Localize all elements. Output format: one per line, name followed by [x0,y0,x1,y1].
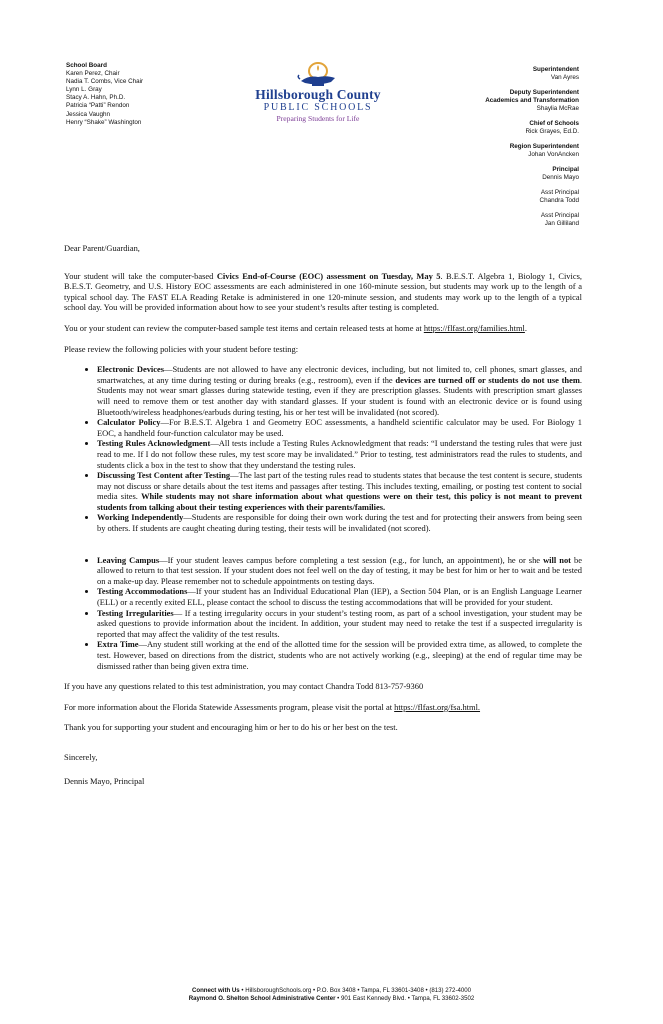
admin-name: Chandra Todd [539,197,579,204]
policy-item [97,586,582,607]
district-logo [248,62,388,124]
thanks-paragraph: Thank you for supporting your student and encouraging him or her to do his or her best on the test. [64,722,398,733]
policy-list-spacer [97,534,582,555]
more-info-text: For more information about the Florida Statewide Assessments program, please visit the portal at [64,701,395,712]
policy-item [97,555,582,587]
board-member: Stacy A. Hahn, Ph.D. [66,94,126,102]
policy-emphasis: devices are turned off or students do not use them [395,374,580,385]
policy-text-cont: be allowed to return to that test session. If your student does not feel well on the day of testing, it may be best for him or her to wait and be tested on a make-up day. Please remember not to schedule appointments on testing days. [97,554,582,586]
admin-name: Dennis Mayo [542,174,579,181]
board-member: Patricia “Patti” Rendon [66,102,130,110]
policy-text: —For B.E.S.T. Algebra 1 and Geometry EOC assessments, a handheld scientific calculator may be used. For Biology 1 EOC, a handheld four-function calculator may be used. [97,417,582,438]
policy-text: —If your student has an Individual Educational Plan (IEP), a Section 504 Plan, or is an English Language Learner (ELL) or a recently exited ELL, please contact the school to discuss the testing accommodations that will be provided for your student. [97,586,582,608]
admin-block [379,89,579,113]
admin-block [379,66,579,82]
administration-list [379,66,579,235]
review-text: You or your student can review the computer-based sample test items and certain released tests at home at [64,322,424,333]
admin-title: Chief of Schools [529,120,579,127]
intro-text: Your student will take the computer-based [64,270,217,281]
school-board-heading: School Board [66,62,107,69]
admin-block [379,212,579,228]
logo-title: Hillsborough County [255,87,381,102]
policy-text: —The last part of the testing rules read to students states that because the test content is secure, students may not discuss or share details about the test items and passages after testing. This includes texting, emailing, or posting test content to social media sites. [97,470,582,502]
policy-item [97,512,582,533]
policy-item [97,608,582,640]
admin-name: Shaylia McRae [536,105,579,112]
footer [0,987,663,1003]
admin-name: Johan VonAncken [528,151,579,158]
admin-block [379,143,579,159]
lamp-of-learning-icon [295,62,341,88]
footer-address: • 901 East Kennedy Blvd. • Tampa, FL 33602-3502 [335,995,475,1002]
intro-emphasis: Civics End-of-Course (EOC) assessment on Tuesday, May 5 [216,270,441,281]
policy-item [97,417,582,438]
footer-line-2 [0,995,663,1003]
admin-title: Superintendent [532,66,579,73]
policy-text: —If your student leaves campus before completing a test session (e.g., for lunch, an appointment), he or she [159,554,544,565]
policy-label: Calculator Policy [97,417,161,428]
policies-intro: Please review the following policies with your student before testing: [64,343,299,354]
admin-title: Academics and Transformation [485,97,579,104]
admin-block [379,189,579,205]
board-member: Karen Perez, Chair [66,70,120,78]
policy-text: —Any student still working at the end of the allotted time for the session will be provided extra time, as allowed, to complete the test. However, based on directions from the district, students who are not actively working (e.g., sleeping) at the end of regular time may be dismissed rather than being given extra time. [97,639,582,671]
admin-title: Principal [552,166,579,173]
policy-item [97,438,582,470]
policy-label: Leaving Campus [97,554,160,565]
policy-item [97,470,582,512]
policy-label: Extra Time [97,639,139,650]
signature: Dennis Mayo, Principal [64,775,145,786]
policy-emphasis: will not [543,554,571,565]
admin-title: Deputy Superintendent [509,89,579,96]
policy-label: Electronic Devices [97,364,165,375]
footer-center-name: Raymond O. Shelton School Administrative Center [188,995,336,1002]
fsa-portal-link[interactable]: https://flfast.org/fsa.html. [394,701,481,712]
logo-subtitle: PUBLIC SCHOOLS [263,102,373,113]
policy-list [64,364,582,671]
footer-connect-label: Connect with Us [191,987,240,994]
intro-paragraph [64,271,582,313]
admin-name: Jan Gilliland [544,220,579,227]
policy-text-cont: . Students may not wear smart glasses during statewide testing, even if they are prescription glasses. Students with prescription smart glasses will need to remove them or test another day with standard glasses. If your student is found with an electronic device or is found using Bluetooth/wireless headphones/earbuds during testing, his or her test will be invalidated (not scored). [97,374,582,417]
policy-item [97,364,582,417]
letter-body [64,243,582,796]
admin-title: Asst Principal [540,212,579,219]
closing: Sincerely, [64,751,98,762]
review-paragraph [64,323,582,334]
board-member: Nadia T. Combs, Vice Chair [66,78,144,86]
policy-label: Testing Rules Acknowledgment [97,438,211,449]
policy-text: —All tests include a Testing Rules Acknowledgment that reads: “I understand the testing rules that were just read to me. If I do not follow these rules, my test score may be invalidated.” Prior to testing, test administrators read the rules to students, and students click a box in the test to show that they understand the testing rules. [97,438,583,470]
policy-item [97,639,582,671]
policy-text: —Students are not allowed to have any electronic devices, including, but not limited to, cell phones, smart glasses, and smartwatches, at any time during testing or during breaks (e.g., restroom), even if the [97,364,582,385]
board-member: Lynn L. Gray [66,86,102,94]
board-member: Jessica Vaughn [66,110,110,118]
intro-text-cont: . B.E.S.T. Algebra 1, Biology 1, Civics, B.E.S.T. Geometry, and U.S. History EOC assessments are each administered in one 160-minute session, but students may work up to the length of a typical school day. The FAST ELA Reading Retake is administered in one 120-minute session, and students may work up to the length of a typical school day. You will be provided information about how to see your student’s results after testing is completed. [64,270,582,313]
policy-label: Testing Irregularities [97,607,174,618]
more-info-paragraph [64,702,582,713]
admin-name: Rick Grayes, Ed.D. [525,128,579,135]
admin-block [379,166,579,182]
board-member: Henry “Shake” Washington [66,118,142,126]
families-link[interactable]: https://flfast.org/families.html [423,322,525,333]
policy-label: Working Independently [97,512,184,523]
policy-text: — If a testing irregularity occurs in your student’s testing room, as part of a school investigation, your student may be asked questions to provide information about the incident. In addition, your student may need to retake the test if a suspected irregularity is reported that may affect the validity of the test results. [97,607,583,639]
policy-text: —Students are responsible for doing their own work during the test and for protecting their answers from being seen by others. If students are caught cheating during testing, their tests will be invalidated (not scored). [97,512,583,534]
contact-paragraph: If you have any questions related to this test administration, you may contact Chandra Todd 813-757-9360 [64,681,424,692]
school-board-list [66,62,143,127]
review-end: . [524,322,528,333]
footer-line-1 [0,987,663,995]
logo-tagline: Preparing Students for Life [276,114,360,123]
admin-title: Asst Principal [540,189,579,196]
policy-label: Testing Accommodations [97,586,188,597]
footer-contact-info: • HillsboroughSchools.org • P.O. Box 3408 • Tampa, FL 33601-3408 • (813) 272-4000 [239,987,472,994]
greeting: Dear Parent/Guardian, [64,243,140,253]
admin-name: Van Ayres [550,74,579,81]
admin-title: Region Superintendent [509,143,579,150]
policy-label: Discussing Test Content after Testing [97,470,231,481]
admin-block [379,120,579,136]
policy-emphasis: While students may not share information about what questions were on their test, this policy is not meant to prevent students from talking about their testing experiences with their parents/families. [97,491,582,512]
